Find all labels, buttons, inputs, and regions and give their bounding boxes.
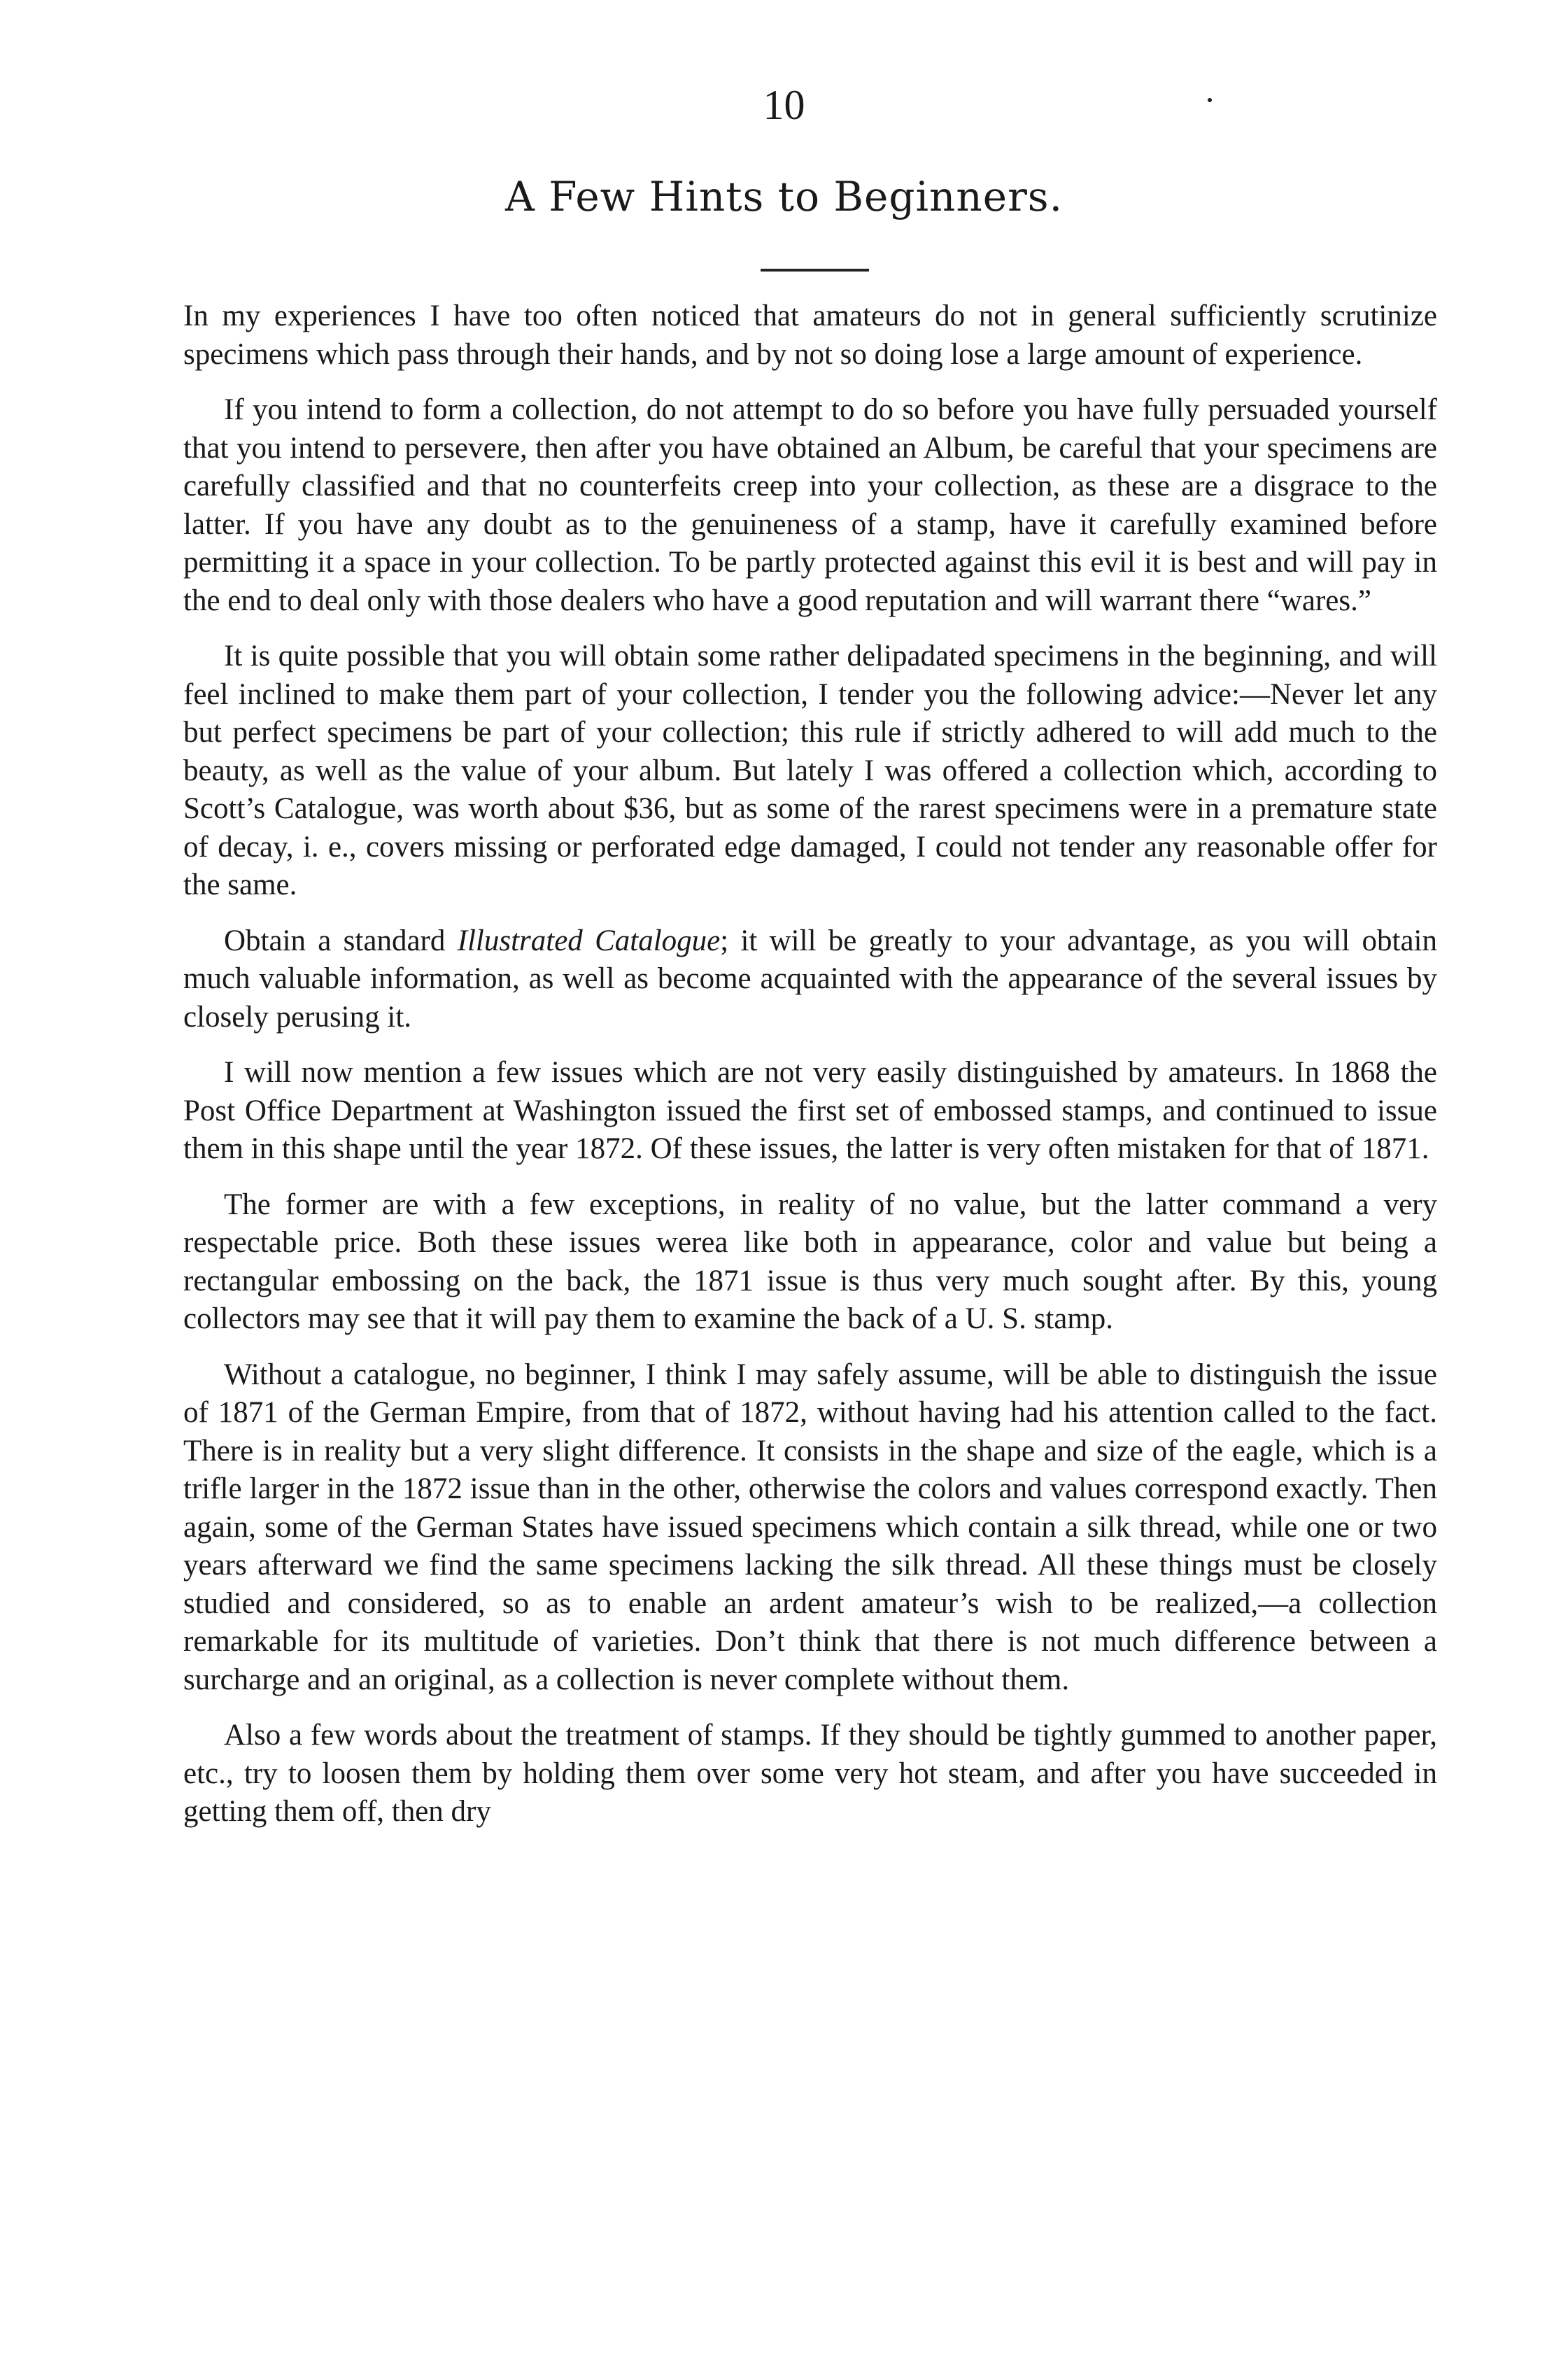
page-number: 10	[763, 82, 805, 128]
section-title: A Few Hints to Beginners.	[504, 173, 1064, 220]
paragraph-1: In my experiences I have too often noticed that amateurs do not in general sufficiently scrutinize specimens which pass through their hands, and by not so doing lose a large amount of experience.	[183, 300, 1437, 371]
paragraph-8: Also a few words about the treatment of stamps. If they should be tightly gummed to another paper, etc., try to loosen them by holding them over some very hot steam, and after you have succeeded in getting them off, then dry	[183, 1719, 1437, 1828]
paragraph-4-lead: Obtain a standard	[224, 924, 458, 957]
paragraph-6: The former are with a few exceptions, in reality of no value, but the latter command a very respectable price. Both these issues werea like both in appearance, color and value but being a rectangular embossing on the back, the 1871 issue is thus very much sought after. By this, young collectors may see that it will pay them to examine the back of a U. S. stamp.	[183, 1188, 1437, 1335]
catalogue-title: Illustrated Catalogue	[457, 924, 721, 957]
paragraph-2: If you intend to form a collection, do not attempt to do so before you have fully persuaded yourself that you intend to persevere, then after you have obtained an Album, be careful that your specimens are carefully classified and that no counterfeits creep into your collection, as these are a disgrace to the latter. If you have any doubt as to the genuineness of a stamp, have it carefully examined before permitting it a space in your collection. To be partly protected against this evil it is best and will pay in the end to deal only with those dealers who have a good reputation and will warrant there “wares.”	[183, 393, 1437, 617]
print-speck	[1208, 98, 1212, 102]
title-divider	[761, 269, 869, 272]
paragraph-7: Without a catalogue, no beginner, I think I may safely assume, will be able to distinguish the issue of 1871 of the German Empire, from that of 1872, without having had his attention called to the fact. There is in reality but a very slight difference. It consists in the shape and size of the eagle, which is a trifle larger in the 1872 issue than in the other, otherwise the colors and values correspond exactly. Then again, some of the German States have issued specimens which contain a silk thread, while one or two years afterward we find the same specimens lacking the silk thread. All these things must be closely studied and considered, so as to enable an ardent amateur’s wish to be realized,—a collection remarkable for its multitude of varieties. Don’t think that there is not much difference between a surcharge and an original, as a collection is never complete without them.	[183, 1358, 1437, 1696]
paragraph-3: It is quite possible that you will obtain some rather delipadated specimens in the beginning, and will feel inclined to make them part of your collection, I tender you the following advice:—Never let any but perfect specimens be part of your collection; this rule if strictly adhered to will add much to the beauty, as well as the value of your album. But lately I was offered a collection which, according to Scott’s Catalogue, was worth about $36, but as some of the rarest specimens were in a premature state of decay, i. e., covers missing or perforated edge damaged, I could not tender any reasonable offer for the same.	[183, 640, 1437, 901]
body-text	[183, 297, 1437, 1849]
paragraph-5: I will now mention a few issues which are not very easily distinguished by amateurs. In 1868 the Post Office Department at Washington issued the first set of embossed stamps, and continued to issue them in this shape until the year 1872. Of these issues, the latter is very often mistaken for that of 1871.	[183, 1056, 1437, 1165]
paragraph-4-rest: ; it will be greatly to your advantage, as you will obtain much valuable information, as well as become acquainted with the appearance of the several issues by closely perusing it.	[183, 924, 1437, 1034]
paragraph-4	[183, 922, 1437, 1037]
